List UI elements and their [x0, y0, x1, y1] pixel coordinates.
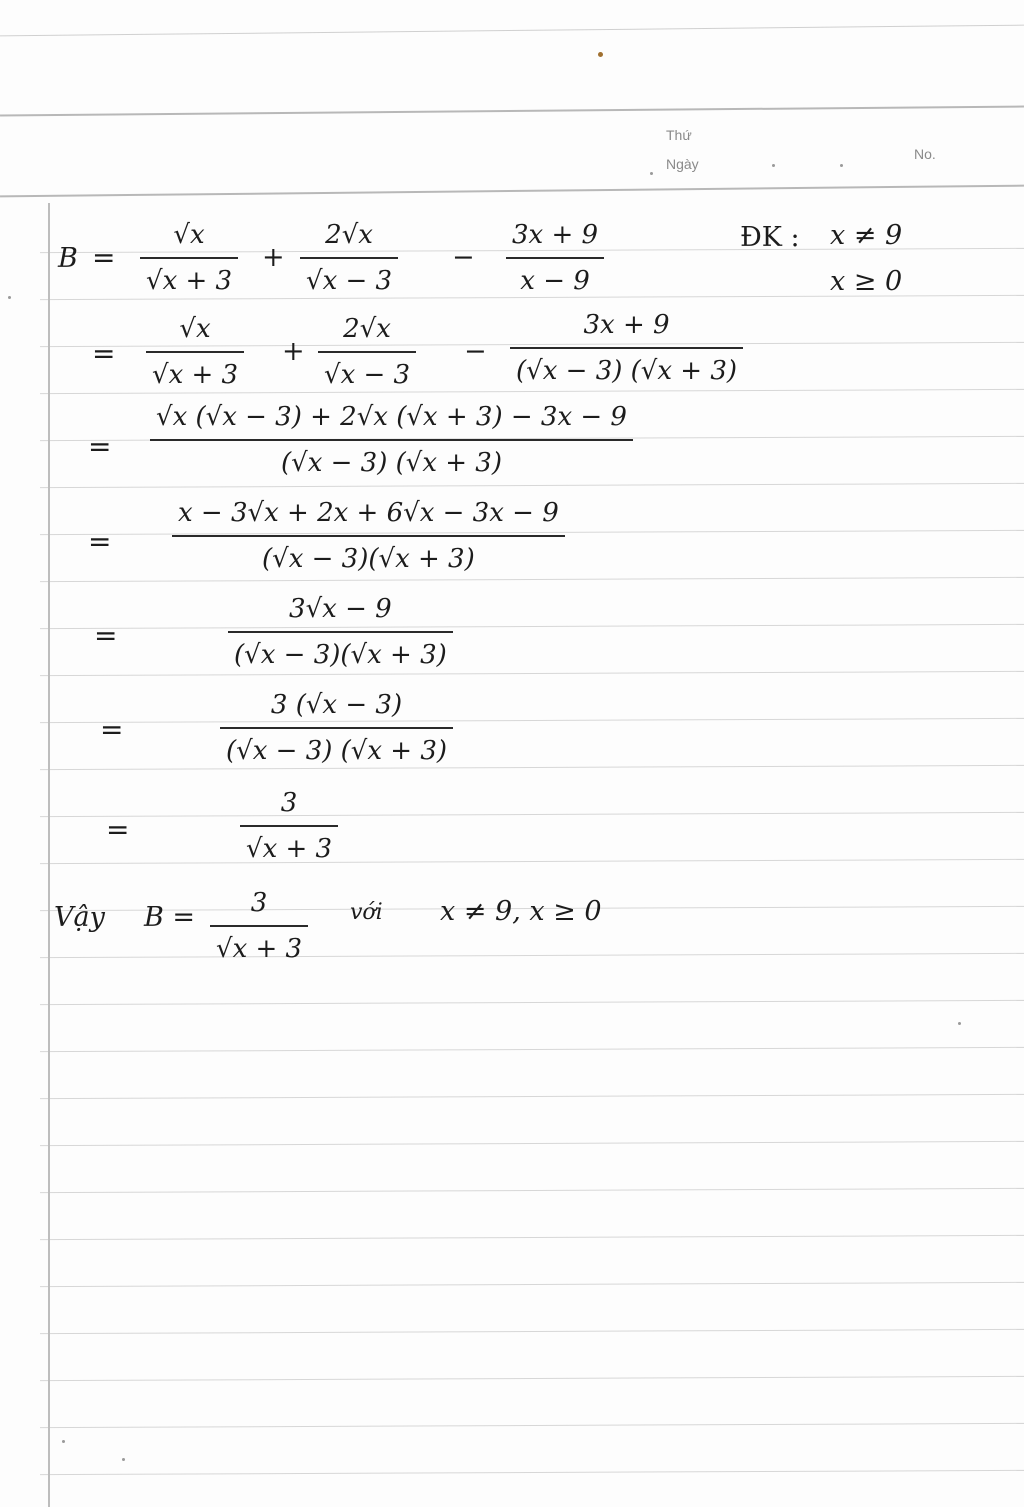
- header-rule-top: [0, 106, 1024, 117]
- header-dot: [772, 164, 775, 167]
- denominator: √x + 3: [146, 266, 233, 296]
- fraction-bar: [150, 439, 633, 441]
- fraction-step-5: [228, 596, 453, 668]
- header-thu-label: Thứ: [666, 127, 692, 143]
- fraction-step-4: [172, 500, 565, 572]
- ink-dot: [958, 1022, 961, 1025]
- minus-operator: −: [452, 242, 475, 273]
- numerator: 3x + 9: [583, 310, 670, 340]
- equals-sign: =: [88, 430, 112, 463]
- ink-dot: [122, 1458, 125, 1461]
- numerator: 2√x: [325, 220, 373, 250]
- header-ngay-label: Ngày: [666, 156, 699, 172]
- conclusion-vay: Vậy: [54, 902, 105, 933]
- ruled-line: [40, 577, 1024, 582]
- numerator: 2√x: [343, 314, 391, 344]
- numerator: √x: [179, 314, 211, 344]
- conclusion-lhs: B =: [144, 902, 196, 933]
- header-dot: [650, 172, 653, 175]
- fraction-bar: [318, 351, 416, 353]
- fraction-term-2: [300, 222, 398, 294]
- denominator: (√x − 3) (√x + 3): [226, 736, 448, 766]
- fraction-term-3: [510, 312, 743, 384]
- ruled-line: [40, 812, 1024, 817]
- equals-sign: =: [100, 713, 124, 746]
- fraction-bar: [140, 257, 238, 259]
- conclusion-fraction: [210, 890, 308, 962]
- plus-operator: +: [262, 242, 285, 273]
- ruled-line: [40, 1470, 1024, 1475]
- fraction-bar: [506, 257, 604, 259]
- ruled-line: [40, 859, 1024, 864]
- top-edge-line: [0, 25, 1024, 37]
- fraction-step-7: [240, 790, 338, 862]
- fraction-bar: [146, 351, 244, 353]
- ruled-line: [40, 624, 1024, 629]
- condition-1: x ≠ 9: [830, 220, 903, 251]
- denominator: (√x − 3)(√x + 3): [234, 640, 447, 670]
- equals-sign: =: [94, 619, 118, 652]
- ruled-line: [40, 1376, 1024, 1381]
- fraction-bar: [228, 631, 453, 633]
- ruled-line: [40, 1423, 1024, 1428]
- margin-line: [48, 203, 50, 1507]
- ruled-line: [40, 718, 1024, 723]
- conclusion-condition: x ≠ 9, x ≥ 0: [440, 896, 602, 927]
- ink-dot: [62, 1440, 65, 1443]
- lhs-variable: B: [58, 243, 78, 274]
- denominator: √x + 3: [152, 360, 239, 390]
- numerator: 3: [280, 788, 298, 818]
- fraction-bar: [210, 925, 308, 927]
- denominator: √x + 3: [246, 834, 333, 864]
- equals-sign: =: [92, 337, 116, 370]
- ruled-line: [40, 1047, 1024, 1052]
- fraction-term-1: [146, 316, 244, 388]
- fraction-bar: [220, 727, 453, 729]
- header-no-label: No.: [914, 146, 936, 162]
- ruled-line: [40, 1094, 1024, 1099]
- conclusion-voi: với: [350, 900, 383, 925]
- ruled-line: [40, 1141, 1024, 1146]
- numerator: 3: [250, 888, 268, 918]
- fraction-term-1: [140, 222, 238, 294]
- ruled-line: [40, 765, 1024, 770]
- fraction-step-3: [150, 404, 633, 476]
- fraction-step-6: [220, 692, 453, 764]
- ruled-line: [40, 1235, 1024, 1240]
- plus-operator: +: [282, 336, 305, 367]
- fraction-bar: [240, 825, 338, 827]
- fraction-bar: [510, 347, 743, 349]
- ink-dot: [8, 296, 11, 299]
- denominator: (√x − 3) (√x + 3): [280, 448, 502, 478]
- ruled-line: [40, 953, 1024, 958]
- denominator: (√x − 3)(√x + 3): [261, 544, 475, 574]
- denominator: √x − 3: [306, 266, 393, 296]
- ruled-line: [40, 671, 1024, 676]
- numerator: 3√x − 9: [289, 594, 392, 624]
- fraction-bar: [300, 257, 398, 259]
- minus-operator: −: [464, 336, 487, 367]
- denominator: √x + 3: [216, 934, 303, 964]
- condition-2: x ≥ 0: [830, 266, 903, 297]
- denominator: (√x − 3) (√x + 3): [516, 356, 738, 386]
- ruled-line: [40, 1282, 1024, 1287]
- denominator: √x − 3: [324, 360, 411, 390]
- ruled-line: [40, 1329, 1024, 1334]
- ruled-line: [40, 1000, 1024, 1005]
- equals-sign: =: [106, 813, 130, 846]
- condition-label: ĐK :: [740, 222, 800, 253]
- fraction-bar: [172, 535, 565, 537]
- header-dot: [840, 164, 843, 167]
- numerator: √x (√x − 3) + 2√x (√x + 3) − 3x − 9: [156, 402, 627, 432]
- denominator: x − 9: [520, 266, 590, 296]
- fraction-term-3: [506, 222, 604, 294]
- ink-dot: [598, 52, 603, 57]
- numerator: √x: [173, 220, 205, 250]
- numerator: x − 3√x + 2x + 6√x − 3x − 9: [178, 498, 559, 528]
- numerator: 3 (√x − 3): [270, 690, 403, 720]
- equals-sign: =: [88, 525, 112, 558]
- fraction-term-2: [318, 316, 416, 388]
- header-rule-bottom: [0, 185, 1024, 198]
- equals-sign: =: [92, 241, 116, 274]
- numerator: 3x + 9: [512, 220, 599, 250]
- ruled-line: [40, 1188, 1024, 1193]
- ruled-line: [40, 483, 1024, 488]
